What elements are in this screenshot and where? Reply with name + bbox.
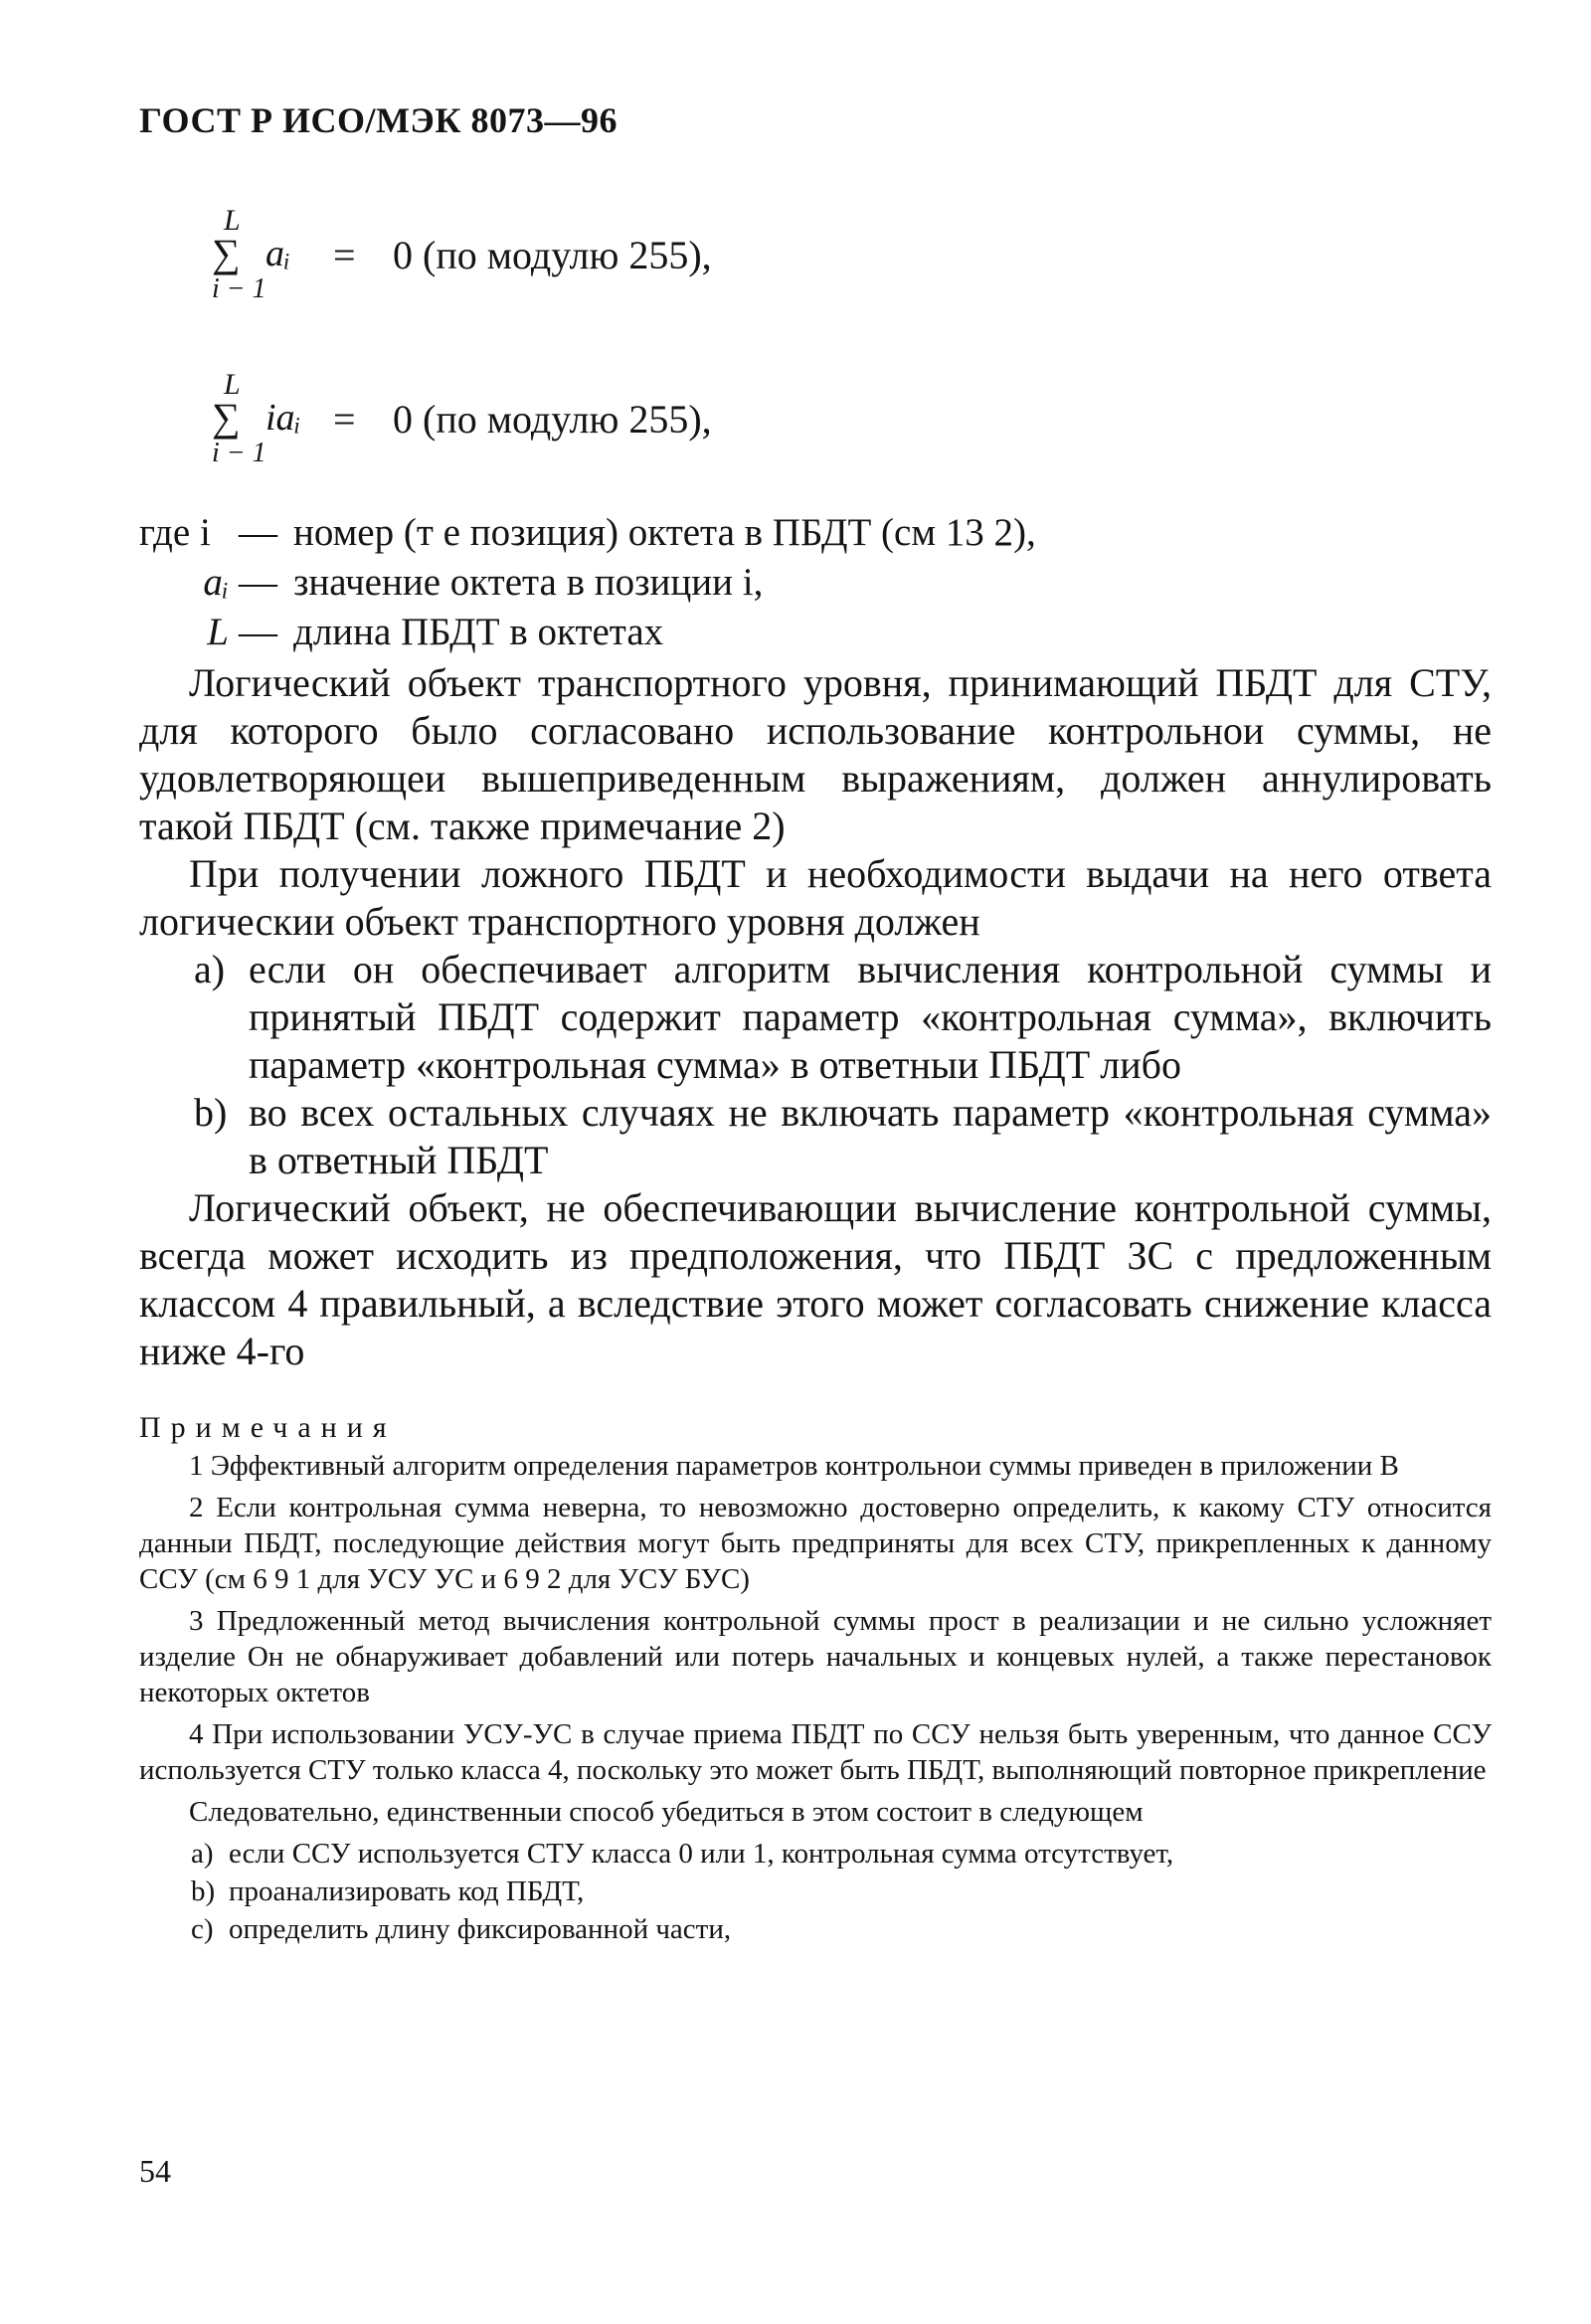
definition-symbol: aᵢ: [203, 561, 229, 604]
list-marker: c): [191, 1913, 214, 1945]
definition-dash: —: [239, 561, 277, 604]
list-marker: b): [194, 1090, 228, 1135]
formula-equals: =: [333, 397, 356, 442]
formula-term: aᵢ: [265, 233, 291, 274]
list-item-text: определить длину фиксированной части,: [229, 1913, 732, 1945]
list-item-b: [139, 1089, 1492, 1184]
formula-term: iaᵢ: [265, 397, 301, 439]
notes-section: [139, 1410, 1492, 1949]
formula-lower-limit: i − 1: [212, 438, 266, 468]
formula-upper-limit: L: [224, 204, 241, 237]
note-4: 4 При использовании УСУ-УС в случае приема ПБДТ по ССУ нельзя быть уверенным, что данное ССУ используется СТУ только класса 4, поскольку это может быть ПБДТ, выполняющий повторное прикрепление: [139, 1718, 1492, 1786]
list-item-a: [139, 946, 1492, 1089]
paragraph-checksum-rejection: Логический объект транспортного уровня, принимающий ПБДТ для СТУ, для которого было согласовано использование контрольнои суммы, не удовлетворяющеи вышеприведенным выражениям, должен аннулировать такой ПБДТ (см. также примечание 2): [139, 660, 1492, 848]
formula-result: 0 (по модулю 255),: [393, 397, 712, 442]
formula-lower-limit: i − 1: [212, 273, 266, 304]
formula-result: 0 (по модулю 255),: [393, 233, 712, 277]
list-item-text: если ССУ используется СТУ класса 0 или 1, контрольная сумма отсутствует,: [229, 1838, 1174, 1870]
sigma-symbol: ∑: [212, 395, 241, 440]
formula-sum-iai: [174, 368, 970, 477]
list-marker: a): [194, 947, 226, 991]
paragraph-no-checksum: Логический объект, не обеспечивающии вычисление контрольной суммы, всегда может исходить из предположения, что ПБДТ ЗС с предложенным классом 4 правильный, а вследствие этого может согласовать снижение класса ниже 4-го: [139, 1185, 1492, 1373]
page-header: ГОСТ Р ИСО/МЭК 8073—96: [139, 100, 618, 140]
definition-symbol: L: [207, 611, 229, 653]
definition-text: значение октета в позиции i,: [293, 561, 764, 604]
note-2: 2 Если контрольная сумма неверна, то невозможно достоверно определить, к какому СТУ относится данныи ПБДТ, последующие действия могут быть предприняты для всех СТУ, прикрепленных к данному ССУ (см 6 9 1 для УСУ УС и 6 9 2 для УСУ БУС): [139, 1492, 1492, 1595]
definition-dash: —: [239, 511, 277, 554]
sigma-symbol: ∑: [212, 231, 241, 275]
notes-title: Примечания: [139, 1411, 397, 1444]
list-item-text: если он обеспечивает алгоритм вычисления контрольной суммы и принятый ПБДТ содержит параметр «контрольная сумма», включить параметр «контрольная сумма» в ответныи ПБДТ либо: [249, 947, 1492, 1087]
definition-dash: —: [239, 611, 277, 653]
list-item-text: во всех остальных случаях не включать параметр «контрольная сумма» в ответный ПБДТ: [249, 1090, 1492, 1182]
note-list-item: [139, 1874, 1492, 1909]
definition-symbol: где i: [139, 511, 211, 554]
formula-sum-ai: [174, 204, 970, 313]
list-marker: b): [191, 1876, 216, 1907]
page-number: 54: [139, 2153, 171, 2189]
note-3: 3 Предложенный метод вычисления контрольной суммы прост в реализации и не сильно усложняет изделие Он не обнаруживает добавлений или потерь начальных и концевых нулей, а также перестановок некоторых октетов: [139, 1605, 1492, 1708]
note-list-item: [139, 1911, 1492, 1947]
list-item-text: проанализировать код ПБДТ,: [229, 1876, 585, 1907]
formula-upper-limit: L: [224, 368, 241, 401]
list-marker: a): [191, 1838, 214, 1870]
paragraph-false-pbdt: При получении ложного ПБДТ и необходимости выдачи на него ответа логическии объект транспортного уровня должен: [139, 851, 1492, 944]
note-list-item: [139, 1836, 1492, 1872]
definition-text: номер (т е позиция) октета в ПБДТ (см 13 2),: [293, 511, 1036, 554]
main-body: [139, 659, 1492, 1375]
note-4-continuation: Следовательно, единственныи способ убедиться в этом состоит в следующем: [189, 1796, 1144, 1828]
note-1: 1 Эффективный алгоритм определения параметров контрольнои суммы приведен в приложении В: [189, 1450, 1399, 1482]
definition-text: длина ПБДТ в октетах: [293, 611, 664, 653]
formula-equals: =: [333, 233, 356, 277]
